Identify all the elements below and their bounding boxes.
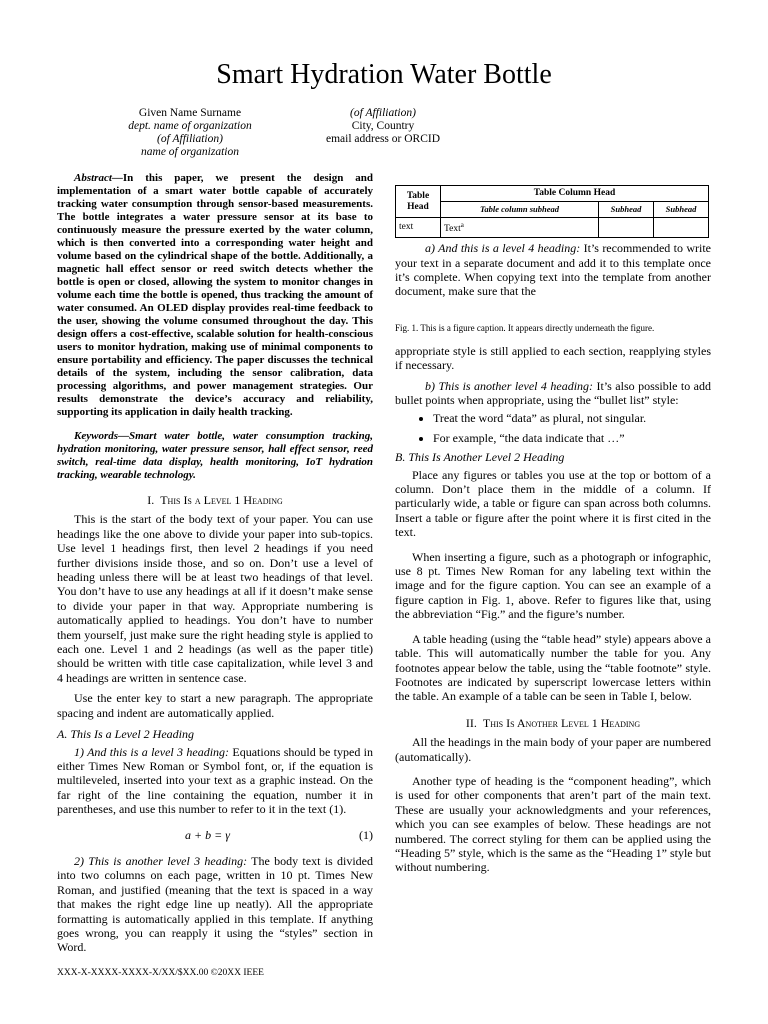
bullet-list	[395, 411, 711, 445]
author-city: City, Country	[351, 120, 415, 132]
body-paragraph: A table heading (using the “table head” style) appears above a table. This will automatically number the table for you. Any footnotes appear below the table, using the “table footnote” style. Footnotes are indicated by superscript lowercase letters within the table. An example of a table can be seen in Table I, below.	[395, 631, 711, 704]
table-head-left: Table Head	[396, 186, 441, 218]
author-email: email address or ORCID	[325, 133, 441, 145]
table-column-head: Table Column Head	[441, 186, 709, 202]
bullet-item: • Treat the word “data” as plural, not singular.	[433, 411, 711, 425]
keywords-text: Smart water bottle, water consumption tracking, hydration monitoring, water pressure sensor, hall effect sensor, reed switch, real-time data display, health monitoring, IoT hydration tracking, wearable technology.	[57, 430, 373, 481]
equation-body: a + b = γ	[185, 827, 230, 842]
section-heading-2	[395, 716, 711, 730]
section-title: This Is a Level 1 Heading	[160, 493, 283, 507]
body-paragraph: Another type of heading is the “component heading”, which is used for other components that aren’t part of the main text. These are usually your acknowledgments and your references, which you can see examples of below. These headings are not numbered. The correct styling for them can be applied using the “Heading 5” style, which is the same as the “Heading 1” style but without numbering.	[395, 773, 711, 875]
subsection-heading-b: B. This Is Another Level 2 Heading	[395, 450, 565, 465]
table-subhead: Subhead	[599, 202, 654, 218]
table-cell	[441, 218, 599, 238]
body-paragraph: Place any figures or tables you use at the top or bottom of a column. Don’t place them in the middle of a column. If particularly wide, a table or figure can span across both columns. Insert a table or figure after the point where it is first cited in the text.	[395, 467, 711, 540]
level3-heading: 1) And this is a level 3 heading:	[74, 744, 230, 759]
table-footnote-marker: a	[460, 221, 464, 229]
table-subhead: Subhead	[654, 202, 709, 218]
level4-text: It’s also possible to add bullet points when appropriate, using the “bullet list” style:	[395, 378, 711, 407]
body-paragraph: All the headings in the main body of your paper are numbered (automatically).	[395, 735, 711, 764]
table-cell: text	[396, 218, 441, 238]
author-affiliation: (of Affiliation)	[350, 107, 416, 119]
body-paragraph: When inserting a figure, such as a photograph or infographic, use 8 pt. Times New Roman for any labeling text within the image and for the figure caption. You can see an example of a figure caption in Fig. 1, above. Refer to figures like that, using the abbreviation “Fig.” and the figure’s number.	[395, 549, 711, 622]
author-org: name of organization	[141, 146, 239, 158]
right-column	[395, 176, 711, 875]
subsection-heading-a: A. This Is a Level 2 Heading	[57, 727, 194, 742]
body-paragraph: This is the start of the body text of your paper. You can use headings like the one above to divide your paper into sub-topics. Use level 1 headings first, then level 2 headings if you need further divisions inside those, and so on. Don’t use a level of heading unless there will be at least two headings of that level. You don’t have to use any headings at all if it doesn’t make sense to divide your paper in that way. Appropriate numbering is automatically applied to headings. You don’t have to number them yourself, just make sure the right heading style is applied to each one. Level 1 and 2 headings (as well as the paper title) should be written with title case capitalization, while level 3 and 4 headings are written in sentence case.	[57, 512, 373, 685]
author-affiliation: (of Affiliation)	[157, 133, 223, 145]
level3-text: Equations should be typed in either Times New Roman or Symbol font, or, if the equation is multileveled, inserted into your text as a graphic instead. On the far right of the line containing the equation, number it in parentheses, and use this number to refer to it in the text (1).	[57, 744, 373, 817]
abstract-label: Abstract—	[74, 172, 123, 184]
figure-caption: Fig. 1. This is a figure caption. It appears directly underneath the figure.	[395, 322, 655, 333]
author-dept: dept. name of organization	[128, 120, 252, 132]
level3-heading: 2) This is another level 3 heading:	[74, 853, 248, 868]
keywords	[57, 430, 373, 482]
section-number: II.	[465, 715, 477, 730]
author-block-2	[268, 107, 498, 146]
paper-title: Smart Hydration Water Bottle	[216, 59, 552, 90]
equation	[57, 828, 373, 842]
section-number: I.	[147, 493, 155, 507]
level4-paragraph-a	[395, 241, 711, 299]
keywords-label: Keywords—	[74, 430, 129, 442]
equation-number: (1)	[359, 827, 373, 842]
table-cell	[654, 218, 709, 238]
left-column	[57, 172, 373, 955]
level3-paragraph-1	[57, 745, 373, 817]
level4-paragraph-b	[395, 379, 711, 408]
body-paragraph: appropriate style is still applied to each section, reapplying styles if necessary.	[395, 343, 711, 373]
table-1	[395, 185, 709, 238]
table-cell-text: Text	[444, 224, 461, 235]
table-subhead: Table column subhead	[441, 202, 599, 218]
level3-paragraph-2	[57, 854, 373, 955]
abstract-text: In this paper, we present the design and implementation of a smart water bottle capable of accurately tracking water consumption through sensor-based measurements. The bottle integrates a water pressure sensor at its base to continuously measure the pressure exerted by the water column, which is then converted into a corresponding water height and volume based on the cylindrical shape of the bottle. Additionally, a magnetic hall effect sensor or reed switch detects whether the bottle is open or closed, allowing the system to monitor changes in volume each time the bottle is opened, thus tracking the amount of water consumed. An OLED display provides real-time feedback to the user, showing the volume consumed throughout the day. This design offers a cost-effective, scalable solution for health-conscious users to monitor hydration, making use of minimal components to ensure portability and efficiency. The paper discusses the technical details of the system, including the sensor calibration, data processing algorithms, and power management strategies. Our results demonstrate the device’s accuracy and reliability, supporting its application in daily health tracking.	[57, 172, 373, 418]
section-title: This Is Another Level 1 Heading	[482, 715, 641, 730]
body-paragraph: Use the enter key to start a new paragraph. The appropriate spacing and indent are automatically applied.	[57, 691, 373, 720]
level3-text: The body text is divided into two columns on each page, written in 10 pt. Times New Roman, and justified (meaning that the text is spaced in a way that makes the right edge line up neatly). All the appropriate formatting is automatically applied in this template. If anything goes wrong, you can reapply it using the “styles” section in Word.	[57, 853, 374, 955]
bullet-item: • For example, “the data indicate that …”	[433, 431, 711, 445]
copyright-footer: XXX-X-XXXX-XXXX-X/XX/$XX.00 ©20XX IEEE	[57, 968, 264, 978]
level4-heading: b) This is another level 4 heading:	[425, 378, 594, 393]
level4-text: It’s recommended to write your text in a separate document and add it to this template once it’s complete. When copying text into the template from another document, make sure that the	[395, 241, 711, 299]
section-heading-1	[57, 493, 373, 507]
level4-heading: a) And this is a level 4 heading:	[425, 241, 581, 256]
abstract	[57, 172, 373, 419]
author-name: Given Name Surname	[138, 107, 242, 119]
table-cell	[599, 218, 654, 238]
